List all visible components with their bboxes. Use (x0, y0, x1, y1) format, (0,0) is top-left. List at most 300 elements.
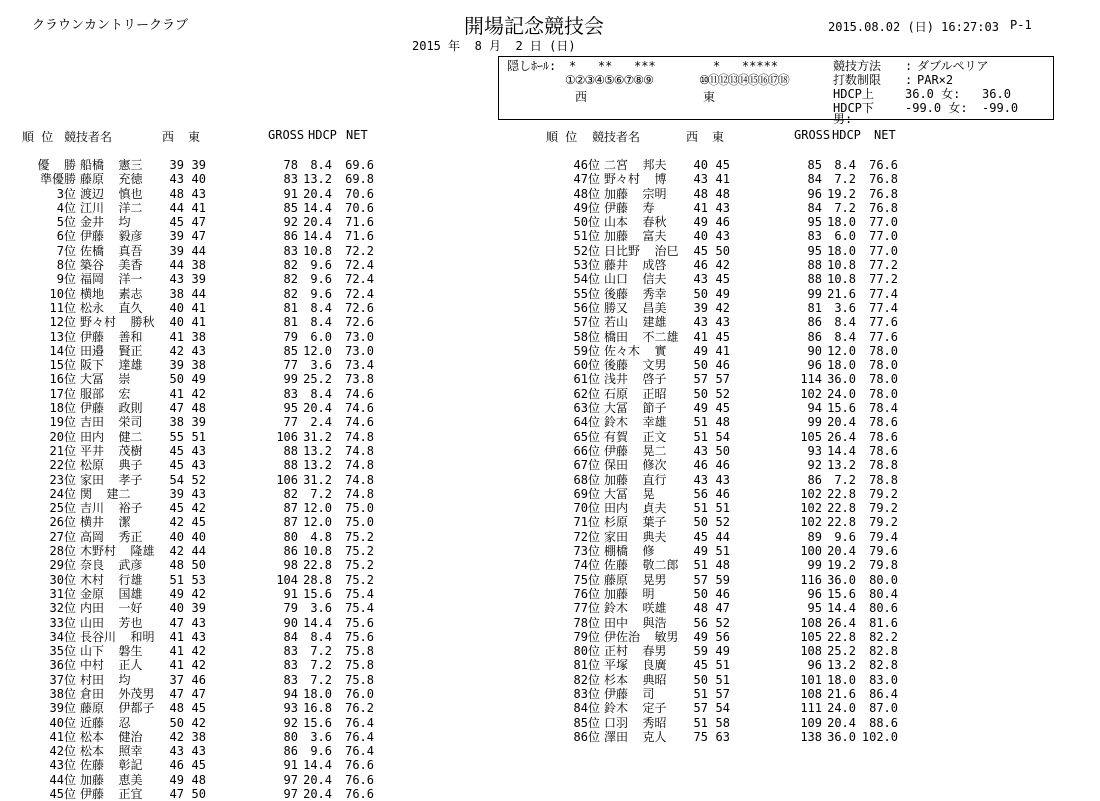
event-date: 2015 年 8 月 2 日 (日) (412, 39, 576, 53)
east-score-cell: 42 (191, 586, 206, 601)
player-name-cell: 阪下 達雄 (80, 358, 143, 373)
west-score-cell: 41 (693, 200, 708, 215)
east-score-cell: 51 (715, 544, 730, 559)
gross-cell: 82 (283, 286, 298, 301)
rank-cell: 4位 (56, 200, 76, 215)
west-score-cell: 49 (693, 544, 708, 559)
table-row (524, 415, 1044, 429)
west-score-cell: 42 (169, 729, 184, 744)
rank-cell: 15位 (49, 358, 76, 373)
method-label: 競技方法 (833, 59, 882, 73)
rank-cell: 45位 (49, 787, 76, 801)
rank-cell: 86位 (573, 729, 600, 744)
east-score-cell: 43 (715, 315, 730, 330)
table-row (0, 358, 520, 372)
net-cell: 74.8 (345, 486, 374, 501)
west-score-cell: 50 (693, 586, 708, 601)
hdcp-cell: 9.6 (310, 744, 332, 759)
player-name-cell: 伊藤 晃二 (604, 443, 667, 458)
east-score-cell: 50 (715, 443, 730, 458)
table-row (524, 387, 1044, 401)
table-row (524, 573, 1044, 587)
hdcp-cell: 12.0 (303, 343, 332, 358)
gross-cell: 106 (276, 429, 298, 444)
gross-cell: 92 (807, 458, 822, 473)
table-row (0, 344, 520, 358)
net-cell: 71.6 (345, 215, 374, 230)
net-cell: 77.4 (869, 300, 898, 315)
east-score-cell: 57 (715, 686, 730, 701)
net-cell: 75.8 (345, 644, 374, 659)
west-score-cell: 41 (169, 329, 184, 344)
gross-cell: 86 (807, 315, 822, 330)
west-score-cell: 57 (693, 572, 708, 587)
hdcp-cell: 8.4 (834, 329, 856, 344)
east-score-cell: 45 (191, 701, 206, 716)
player-name-cell: 伊藤 毅彦 (80, 229, 143, 244)
gross-cell: 91 (283, 586, 298, 601)
hdcp-cell: 13.2 (303, 443, 332, 458)
east-score-cell: 42 (191, 715, 206, 730)
east-score-cell: 38 (191, 329, 206, 344)
rank-cell: 8位 (56, 258, 76, 273)
east-score-cell: 59 (715, 572, 730, 587)
table-row (524, 487, 1044, 501)
gross-cell: 80 (283, 729, 298, 744)
west-score-cell: 45 (169, 443, 184, 458)
table-row (0, 187, 520, 201)
rank-cell: 76位 (573, 586, 600, 601)
net-cell: 76.4 (345, 729, 374, 744)
player-name-cell: 山本 春秋 (604, 215, 667, 230)
west-score-cell: 47 (169, 401, 184, 416)
west-score-cell: 44 (169, 200, 184, 215)
table-row (524, 344, 1044, 358)
net-cell: 75.8 (345, 672, 374, 687)
player-name-cell: 石原 正昭 (604, 386, 667, 401)
hdcp-cell: 3.6 (310, 729, 332, 744)
table-row (524, 673, 1044, 687)
table-row (0, 716, 520, 730)
hdcp-cell: 7.2 (310, 644, 332, 659)
table-row (524, 515, 1044, 529)
east-score-cell: 48 (715, 558, 730, 573)
player-name-cell: 中村 正人 (80, 658, 143, 673)
table-row (524, 301, 1044, 315)
east-score-cell: 49 (191, 372, 206, 387)
net-cell: 76.0 (345, 686, 374, 701)
net-cell: 83.0 (869, 672, 898, 687)
gross-cell: 96 (807, 358, 822, 373)
west-score-cell: 39 (693, 300, 708, 315)
net-cell: 87.0 (869, 701, 898, 716)
east-score-cell: 46 (191, 672, 206, 687)
table-row (0, 644, 520, 658)
rank-header: 順 位 (546, 130, 578, 144)
net-cell: 73.8 (345, 372, 374, 387)
method-value: ダブルペリア (917, 59, 989, 73)
west-score-cell: 40 (169, 601, 184, 616)
gross-cell: 87 (283, 515, 298, 530)
rank-cell: 29位 (49, 558, 76, 573)
west-score-cell: 50 (169, 715, 184, 730)
net-cell: 74.6 (345, 415, 374, 430)
rank-cell: 65位 (573, 429, 600, 444)
gross-cell: 82 (283, 272, 298, 287)
rank-cell: 28位 (49, 544, 76, 559)
hdcp-cell: 12.0 (827, 343, 856, 358)
gross-cell: 82 (283, 486, 298, 501)
page-number: P-1 (1010, 18, 1032, 32)
player-name-cell: 吉田 栄司 (80, 415, 143, 430)
west-score-cell: 50 (693, 358, 708, 373)
gross-cell: 81 (283, 315, 298, 330)
rank-cell: 83位 (573, 686, 600, 701)
east-score-cell: 47 (191, 229, 206, 244)
net-cell: 79.2 (869, 515, 898, 530)
west-score-cell: 42 (169, 343, 184, 358)
east-score-cell: 44 (715, 529, 730, 544)
west-score-cell: 38 (169, 415, 184, 430)
rank-cell: 82位 (573, 672, 600, 687)
hdcp-cell: 7.2 (834, 172, 856, 187)
player-name-cell: 横地 素志 (80, 286, 143, 301)
net-cell: 79.4 (869, 529, 898, 544)
west-score-cell: 42 (169, 544, 184, 559)
rank-cell: 6位 (56, 229, 76, 244)
east-score-cell: 42 (191, 386, 206, 401)
net-cell: 80.0 (869, 572, 898, 587)
hdcp-cell: 3.6 (310, 358, 332, 373)
table-row (0, 258, 520, 272)
net-cell: 75.4 (345, 601, 374, 616)
net-cell: 81.6 (869, 615, 898, 630)
player-name-cell: 服部 宏 (80, 386, 131, 401)
east-score-cell: 43 (191, 343, 206, 358)
player-name-cell: 近藤 忍 (80, 715, 131, 730)
east-score-cell: 39 (191, 158, 206, 172)
west-score-cell: 57 (693, 372, 708, 387)
net-cell: 74.8 (345, 458, 374, 473)
player-name-cell: 松原 典子 (80, 458, 143, 473)
table-row (524, 458, 1044, 472)
rank-cell: 30位 (49, 572, 76, 587)
table-row (524, 501, 1044, 515)
rank-cell: 52位 (573, 243, 600, 258)
gross-cell: 94 (283, 686, 298, 701)
hdcp-cell: 8.4 (310, 300, 332, 315)
gross-cell: 102 (800, 515, 822, 530)
net-cell: 76.8 (869, 186, 898, 201)
table-row (524, 229, 1044, 243)
table-row (524, 587, 1044, 601)
net-header: NET (874, 128, 896, 142)
west-score-cell: 40 (169, 529, 184, 544)
net-cell: 73.0 (345, 343, 374, 358)
player-name-cell: 鈴木 幸雄 (604, 415, 667, 430)
west-score-cell: 48 (169, 186, 184, 201)
east-score-cell: 51 (715, 672, 730, 687)
hdcp-cell: 12.0 (303, 515, 332, 530)
west-score-cell: 39 (169, 229, 184, 244)
rank-cell: 49位 (573, 200, 600, 215)
west-score-cell: 50 (693, 515, 708, 530)
player-name-cell: 佐藤 敬二郎 (604, 558, 679, 573)
rank-cell: 48位 (573, 186, 600, 201)
player-name-cell: 長谷川 和明 (80, 629, 155, 644)
hdcp-cell: 31.2 (303, 472, 332, 487)
player-name-cell: 松本 照幸 (80, 744, 143, 759)
hdcp-cell: 10.8 (827, 272, 856, 287)
net-cell: 75.6 (345, 629, 374, 644)
gross-cell: 95 (807, 215, 822, 230)
east-score-cell: 45 (715, 272, 730, 287)
west-score-cell: 59 (693, 644, 708, 659)
rank-cell: 56位 (573, 300, 600, 315)
hdcp-cell: 19.2 (827, 558, 856, 573)
net-cell: 78.4 (869, 401, 898, 416)
net-cell: 71.6 (345, 229, 374, 244)
rank-cell: 73位 (573, 544, 600, 559)
east-score-cell: 47 (715, 601, 730, 616)
table-row (524, 244, 1044, 258)
gross-cell: 105 (800, 629, 822, 644)
gross-cell: 84 (283, 629, 298, 644)
player-name-cell: 加藤 直行 (604, 472, 667, 487)
table-row (0, 301, 520, 315)
table-row (524, 687, 1044, 701)
player-name-cell: 二宮 邦夫 (604, 158, 667, 172)
east-score-cell: 50 (191, 787, 206, 801)
player-name-cell: 伊藤 善和 (80, 329, 143, 344)
gross-header: GROSS (268, 128, 305, 142)
hdcp-cell: 20.4 (303, 772, 332, 787)
rank-cell: 66位 (573, 443, 600, 458)
table-row (524, 558, 1044, 572)
rank-cell: 57位 (573, 315, 600, 330)
player-name-cell: 家田 孝子 (80, 472, 143, 487)
west-score-cell: 49 (693, 401, 708, 416)
net-cell: 79.2 (869, 486, 898, 501)
rank-cell: 37位 (49, 672, 76, 687)
net-cell: 80.6 (869, 601, 898, 616)
hdcp-cell: 8.4 (834, 158, 856, 172)
gross-cell: 102 (800, 486, 822, 501)
table-row (524, 272, 1044, 286)
gross-cell: 108 (800, 644, 822, 659)
hdcp-cell: 14.4 (303, 615, 332, 630)
gross-cell: 86 (807, 472, 822, 487)
gross-cell: 95 (807, 601, 822, 616)
table-row (0, 758, 520, 772)
rank-cell: 12位 (49, 315, 76, 330)
gross-cell: 95 (283, 401, 298, 416)
player-name-cell: 勝又 昌美 (604, 300, 667, 315)
net-cell: 73.4 (345, 358, 374, 373)
table-row (524, 187, 1044, 201)
rank-cell: 19位 (49, 415, 76, 430)
player-name-cell: 村田 均 (80, 672, 131, 687)
net-cell: 76.4 (345, 715, 374, 730)
east-score-cell: 41 (191, 300, 206, 315)
table-row (524, 258, 1044, 272)
west-score-cell: 45 (169, 458, 184, 473)
east-score-cell: 46 (715, 458, 730, 473)
west-score-cell: 37 (169, 672, 184, 687)
rank-cell: 3位 (56, 186, 76, 201)
player-name-cell: 大冨 晃 (604, 486, 655, 501)
table-row (0, 244, 520, 258)
table-row (524, 444, 1044, 458)
gross-cell: 88 (807, 272, 822, 287)
rank-cell: 74位 (573, 558, 600, 573)
east-score-cell: 41 (715, 172, 730, 187)
hdcp-cell: 6.0 (834, 229, 856, 244)
net-cell: 74.8 (345, 472, 374, 487)
east-score-cell: 46 (715, 358, 730, 373)
hdcp-cell: 21.6 (827, 686, 856, 701)
west-score-cell: 47 (169, 787, 184, 801)
gross-cell: 80 (283, 529, 298, 544)
hidden-holes-out-marks: * ** *** (569, 59, 656, 73)
table-row (0, 415, 520, 429)
west-score-cell: 47 (169, 615, 184, 630)
west-course-label: 西 (575, 90, 588, 104)
west-score-cell: 40 (693, 229, 708, 244)
east-score-cell: 48 (191, 401, 206, 416)
table-row (0, 229, 520, 243)
rank-cell: 22位 (49, 458, 76, 473)
net-cell: 75.4 (345, 586, 374, 601)
west-score-cell: 45 (693, 243, 708, 258)
table-row (0, 287, 520, 301)
gross-cell: 83 (807, 229, 822, 244)
net-cell: 77.6 (869, 329, 898, 344)
east-score-cell: 42 (191, 501, 206, 516)
net-cell: 75.2 (345, 529, 374, 544)
rank-cell: 21位 (49, 443, 76, 458)
east-score-cell: 46 (715, 486, 730, 501)
west-score-cell: 40 (693, 158, 708, 172)
west-score-cell: 46 (169, 758, 184, 773)
table-row (524, 701, 1044, 715)
hdcp-cell: 24.0 (827, 386, 856, 401)
net-cell: 72.4 (345, 258, 374, 273)
rank-cell: 46位 (573, 158, 600, 172)
player-name-cell: 関 建二 (80, 486, 131, 501)
east-score-cell: 47 (191, 215, 206, 230)
east-score-cell: 41 (191, 200, 206, 215)
west-score-cell: 50 (693, 386, 708, 401)
hdcp-cell: 22.8 (303, 558, 332, 573)
east-score-cell: 53 (191, 572, 206, 587)
east-score-cell: 63 (715, 729, 730, 744)
hdcp-cell: 4.8 (310, 529, 332, 544)
east-score-cell: 52 (715, 515, 730, 530)
method-colon: : (905, 59, 913, 73)
east-score-cell: 43 (715, 200, 730, 215)
rank-cell: 60位 (573, 358, 600, 373)
gross-cell: 98 (283, 558, 298, 573)
rank-cell: 50位 (573, 215, 600, 230)
west-score-cell: 54 (169, 472, 184, 487)
player-name-cell: 加藤 富夫 (604, 229, 667, 244)
table-row (0, 372, 520, 386)
hdcp-cell: 15.6 (827, 401, 856, 416)
net-cell: 79.2 (869, 501, 898, 516)
gross-cell: 77 (283, 358, 298, 373)
gross-cell: 85 (283, 343, 298, 358)
net-cell: 78.6 (869, 443, 898, 458)
hidden-holes-label: 隠しﾎｰﾙ: (507, 59, 557, 73)
west-score-cell: 57 (693, 701, 708, 716)
male-label: 男: (833, 112, 853, 126)
net-cell: 76.8 (869, 172, 898, 187)
player-name-cell: 加藤 明 (604, 586, 655, 601)
rank-cell: 優 勝 (37, 158, 76, 172)
table-row (0, 730, 520, 744)
west-score-cell: 41 (169, 386, 184, 401)
hdcp-cell: 8.4 (310, 158, 332, 172)
results-column-right (524, 158, 1044, 744)
east-score-cell: 43 (191, 186, 206, 201)
gross-cell: 99 (807, 415, 822, 430)
player-name-cell: 木野村 隆雄 (80, 544, 155, 559)
hdcp-cell: 22.8 (827, 486, 856, 501)
table-row (524, 544, 1044, 558)
rank-cell: 11位 (49, 300, 76, 315)
table-row (524, 287, 1044, 301)
rank-cell: 64位 (573, 415, 600, 430)
west-score-cell: 39 (169, 358, 184, 373)
west-score-cell: 41 (169, 629, 184, 644)
rank-cell: 80位 (573, 644, 600, 659)
hdcp-cell: 18.0 (303, 686, 332, 701)
player-name-cell: 田中 與浩 (604, 615, 667, 630)
east-score-cell: 43 (191, 744, 206, 759)
hidden-holes-in-marks: * ***** (713, 59, 779, 73)
table-row (524, 330, 1044, 344)
name-header: 競技者名 (592, 130, 641, 144)
net-cell: 77.2 (869, 258, 898, 273)
east-score-cell: 46 (715, 215, 730, 230)
east-score-cell: 48 (191, 772, 206, 787)
net-cell: 76.2 (345, 701, 374, 716)
east-score-cell: 39 (191, 272, 206, 287)
east-score-cell: 42 (715, 300, 730, 315)
rank-cell: 58位 (573, 329, 600, 344)
hdcp-header: HDCP (308, 128, 337, 142)
gross-cell: 95 (807, 243, 822, 258)
table-row (524, 658, 1044, 672)
player-name-cell: 後藤 秀幸 (604, 286, 667, 301)
hdcp-cell: 18.0 (827, 358, 856, 373)
west-score-cell: 41 (693, 329, 708, 344)
rank-cell: 10位 (49, 286, 76, 301)
east-score-cell: 42 (191, 644, 206, 659)
net-cell: 88.6 (869, 715, 898, 730)
hdcp-cell: 7.2 (310, 658, 332, 673)
west-score-cell: 51 (693, 686, 708, 701)
net-cell: 72.4 (345, 272, 374, 287)
hdcp-cell: 20.4 (303, 787, 332, 801)
rank-cell: 40位 (49, 715, 76, 730)
table-row (524, 716, 1044, 730)
hdcp-cell: 10.8 (303, 243, 332, 258)
hdcp-cell: 20.4 (827, 415, 856, 430)
table-row (0, 387, 520, 401)
east-score-cell: 39 (191, 601, 206, 616)
